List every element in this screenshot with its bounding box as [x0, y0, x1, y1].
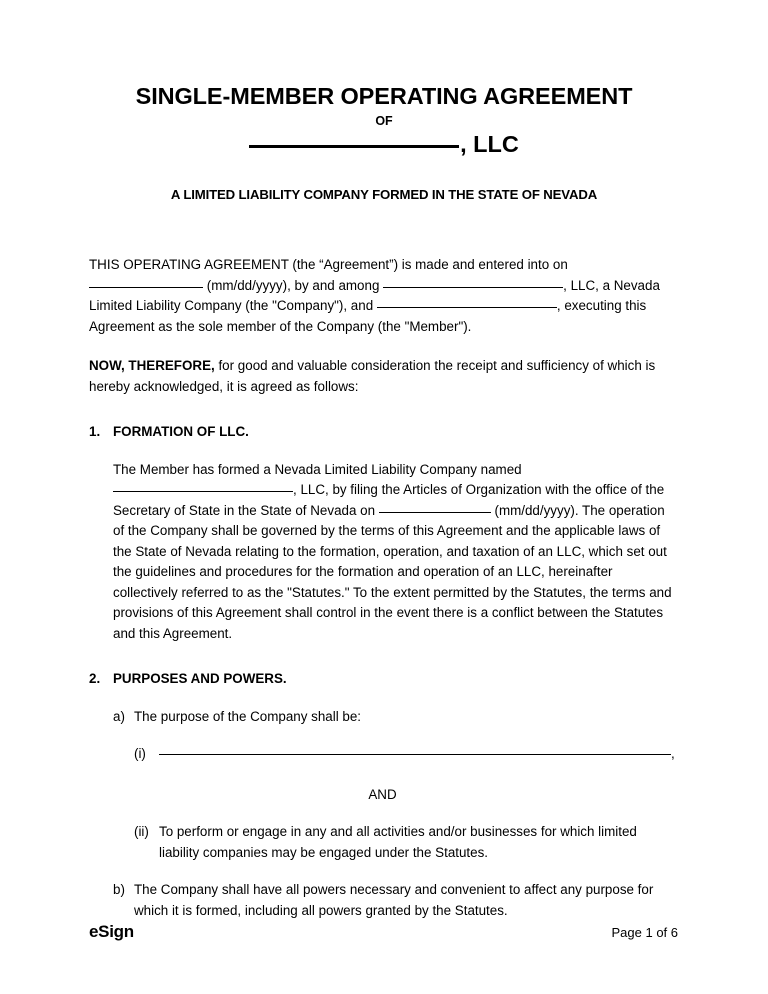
section-formation-of-llc — [89, 422, 679, 644]
brand-logo-esign: eSign — [89, 922, 134, 941]
section-2-item-i-trailing: , — [671, 746, 675, 762]
section-2-item-b-marker: b) — [113, 882, 125, 898]
section-2-item-ii — [134, 822, 679, 863]
intro-date-format-1: (mm/dd/yyyy), by and among — [206, 277, 380, 293]
section-2-heading — [89, 669, 679, 690]
page-number: Page 1 of 6 — [611, 925, 678, 940]
section-2-item-a — [113, 707, 679, 728]
intro-paragraph — [89, 255, 679, 337]
intro-after-name-2: , executing this — [556, 298, 647, 314]
company-purpose-blank[interactable] — [159, 754, 671, 755]
company-suffix: , LLC — [460, 130, 519, 157]
section-1-number: 1. — [89, 424, 101, 440]
section-2-item-i — [134, 744, 679, 765]
title-block — [89, 0, 679, 202]
page-footer — [89, 922, 678, 942]
section-2-title: PURPOSES AND POWERS. — [113, 671, 287, 687]
agreement-date-blank[interactable] — [89, 287, 203, 288]
page-title: SINGLE-MEMBER OPERATING AGREEMENT — [135, 83, 633, 109]
section-2-item-b-text: The Company shall have all powers necessary and convenient to affect any purpose for which it is formed, including all powers granted by the Statutes. — [134, 882, 654, 918]
section-2-item-ii-marker: (ii) — [134, 824, 149, 840]
section-1-heading — [89, 422, 679, 443]
now-therefore-rest: for good and valuable consideration the receipt and sufficiency of which is hereby acknowledged, it is agreed as follows: — [89, 358, 656, 394]
section-2-item-i-marker: (i) — [134, 746, 146, 762]
company-name-blank[interactable] — [249, 145, 459, 148]
section-2-item-ii-text: To perform or engage in any and all activities and/or businesses for which limited liability companies may be engaged under the Statutes. — [159, 824, 637, 860]
intro-after-name-1: , LLC, a Nevada — [563, 277, 660, 293]
now-therefore-lead: NOW, THEREFORE, — [89, 358, 215, 374]
section-1-body-part-1: The Member has formed a Nevada Limited Liability Company named — [113, 461, 522, 477]
formation-company-name-blank[interactable] — [113, 491, 293, 492]
section-purposes-and-powers — [89, 669, 679, 921]
formation-date-blank[interactable] — [379, 512, 491, 513]
section-2-item-a-text: The purpose of the Company shall be: — [134, 708, 362, 724]
party-name-blank-1[interactable] — [383, 287, 563, 288]
section-2-number: 2. — [89, 671, 101, 687]
now-therefore-paragraph — [89, 356, 679, 397]
intro-line-b: Limited Liability Company (the "Company"), and — [89, 298, 374, 314]
section-1-title: FORMATION OF LLC. — [113, 424, 249, 440]
party-name-blank-2[interactable] — [377, 307, 557, 308]
section-1-body — [113, 460, 679, 645]
section-1-body-part-2: , LLC, by filing the Articles of Organization with the office of the Secretary of State in the State of Nevada on — [113, 482, 665, 518]
document-content — [89, 0, 679, 921]
intro-line-a: THIS OPERATING AGREEMENT (the “Agreement”) is made and entered into on — [89, 257, 568, 273]
intro-line-c: Agreement as the sole member of the Company (the "Member"). — [89, 318, 472, 334]
page-subtitle: A LIMITED LIABILITY COMPANY FORMED IN THE STATE OF NEVADA — [170, 186, 598, 202]
section-2-item-b — [113, 880, 679, 921]
company-name-line — [89, 131, 679, 158]
section-1-body-part-3: (mm/dd/yyyy). The operation of the Company shall be governed by the terms of this Agreement and the applicable laws of the State of Nevada relating to the formation, operation, and taxation of an LLC, which set out the guidelines and procedures for the formation and operation of an LLC, hereinafter collectively referred to as the "Statutes." To the extent permitted by the Statutes, the terms and provisions of this Agreement shall control in the event there is a conflict between the Statutes and this Agreement. — [113, 502, 672, 641]
title-of-label: OF — [375, 113, 393, 128]
section-2-item-a-marker: a) — [113, 708, 125, 724]
conjunction-and: AND — [368, 786, 397, 802]
